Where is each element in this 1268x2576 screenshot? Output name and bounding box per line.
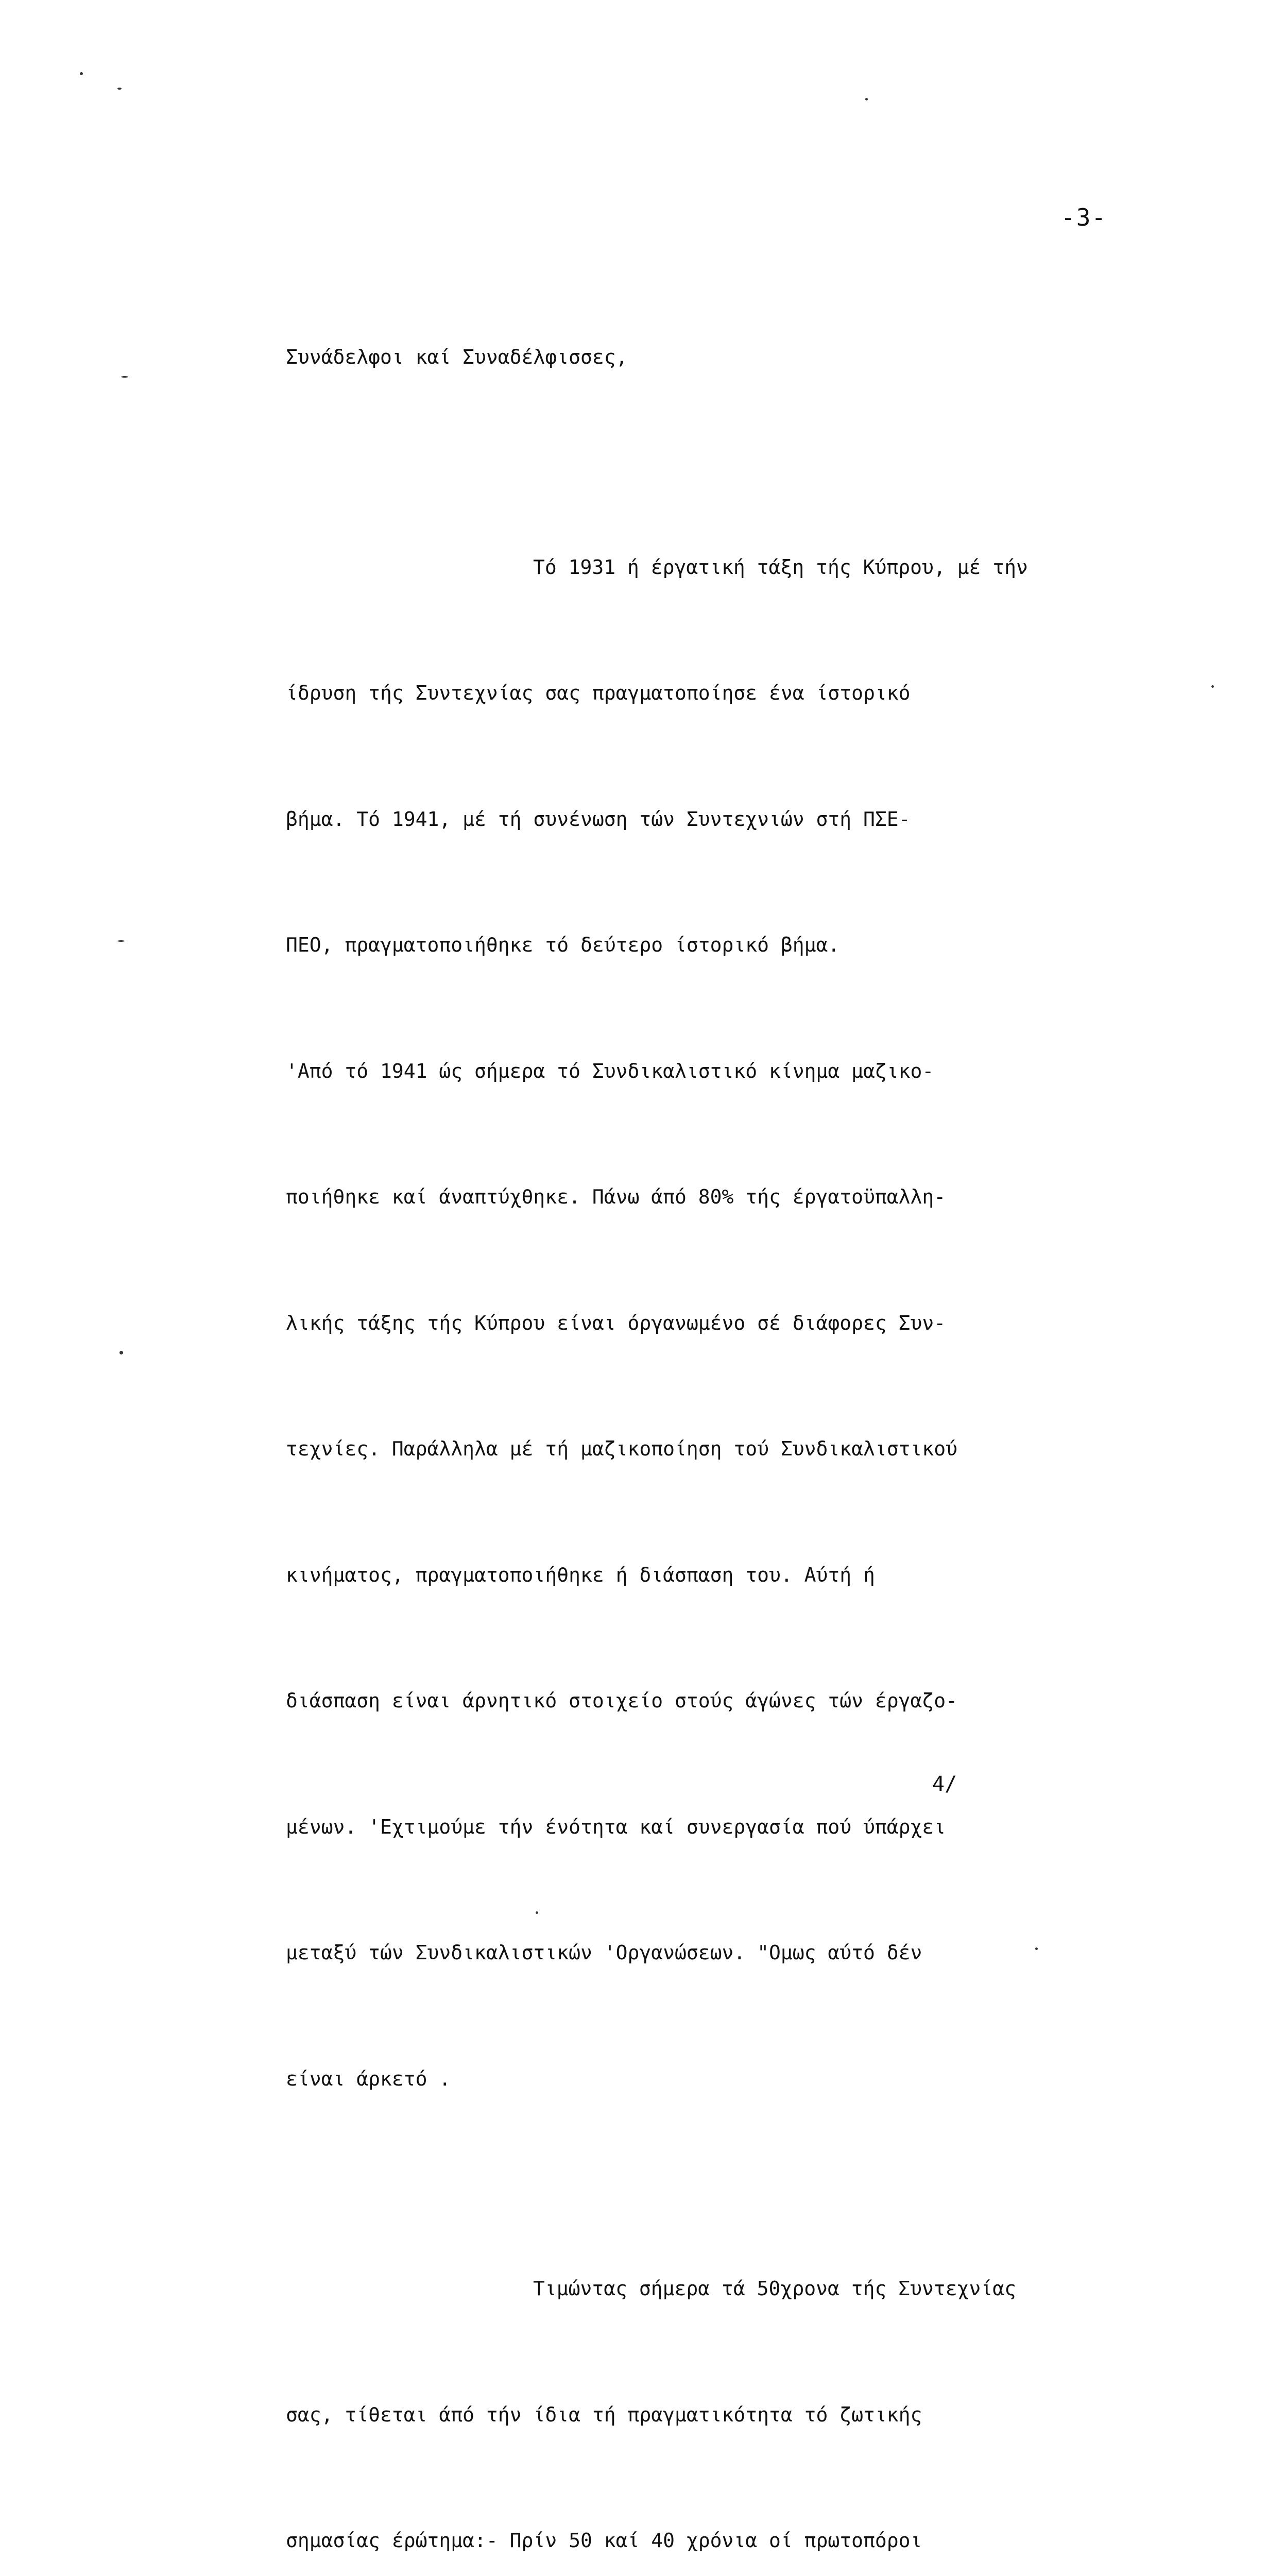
scan-speck — [80, 72, 83, 75]
paragraph-2-line-2: σας, τίθεται άπό τήν ίδια τή πραγματικότητα τό ζωτικής — [286, 2403, 922, 2426]
scan-speck — [1211, 685, 1214, 688]
paragraph-1-line-2: ίδρυση τής Συντεχνίας σας πραγματοποίησε ένα ίστορικό — [286, 682, 911, 704]
scan-speck — [117, 940, 125, 942]
paragraph-2-line-3: σημασίας έρώτημα:- Πρίν 50 καί 40 χρόνια οί πρωτοπόροι — [286, 2529, 922, 2552]
continuation-marker: 4/ — [932, 1772, 957, 1796]
paragraph-2-line-1: Τιμώντας σήμερα τά 50χρονα τής Συντεχνίας — [533, 2277, 1016, 2300]
paragraph-1-line-6: ποιήθηκε καί άναπτύχθηκε. Πάνω άπό 80% τής έργατοϋπαλλη- — [286, 1185, 946, 1208]
paragraph-1-line-13: είναι άρκετό . — [286, 2067, 451, 2090]
scan-speck — [536, 1911, 538, 1914]
paragraph-1-line-10: διάσπαση είναι άρνητικό στοιχείο στούς άγώνες τών έργαζο- — [286, 1689, 958, 1712]
letter-body — [286, 252, 1213, 2576]
scan-speck — [865, 98, 868, 100]
scan-speck — [119, 1351, 123, 1354]
paragraph-1-line-3: βήμα. Τό 1941, μέ τή συνένωση τών Συντεχνιών στή ΠΣΕ- — [286, 807, 911, 831]
scan-speck — [121, 376, 128, 378]
paragraph-1-line-8: τεχνίες. Παράλληλα μέ τή μαζικοποίηση τού Συνδικαλιστικού — [286, 1437, 958, 1460]
page-number: -3- — [1061, 204, 1107, 231]
salutation: Συνάδελφοι καί Συναδέλφισσες, — [286, 346, 628, 368]
paragraph-1-line-11: μένων. 'Εχτιμούμε τήν ένότητα καί συνεργασία πού ύπάρχει — [286, 1815, 946, 1838]
paragraph-1-line-5: 'Από τό 1941 ώς σήμερα τό Συνδικαλιστικό κίνημα μαζικο- — [286, 1059, 934, 1082]
paragraph-1-line-12: μεταξύ τών Συνδικαλιστικών 'Οργανώσεων. "Ομως αύτό δέν — [286, 1941, 922, 1964]
scan-speck — [117, 88, 122, 90]
paragraph-1-line-7: λικής τάξης τής Κύπρου είναι όργανωμένο σέ διάφορες Συν- — [286, 1311, 946, 1334]
scan-speck — [1035, 1947, 1038, 1950]
paragraph-1-line-9: κινήματος, πραγματοποιήθηκε ή διάσπαση του. Αύτή ή — [286, 1563, 875, 1586]
paragraph-1-line-1: Τό 1931 ή έργατική τάξη τής Κύπρου, μέ τήν — [533, 555, 1028, 579]
paragraph-1-line-4: ΠΕΟ, πραγματοποιήθηκε τό δεύτερο ίστορικό βήμα. — [286, 934, 840, 956]
